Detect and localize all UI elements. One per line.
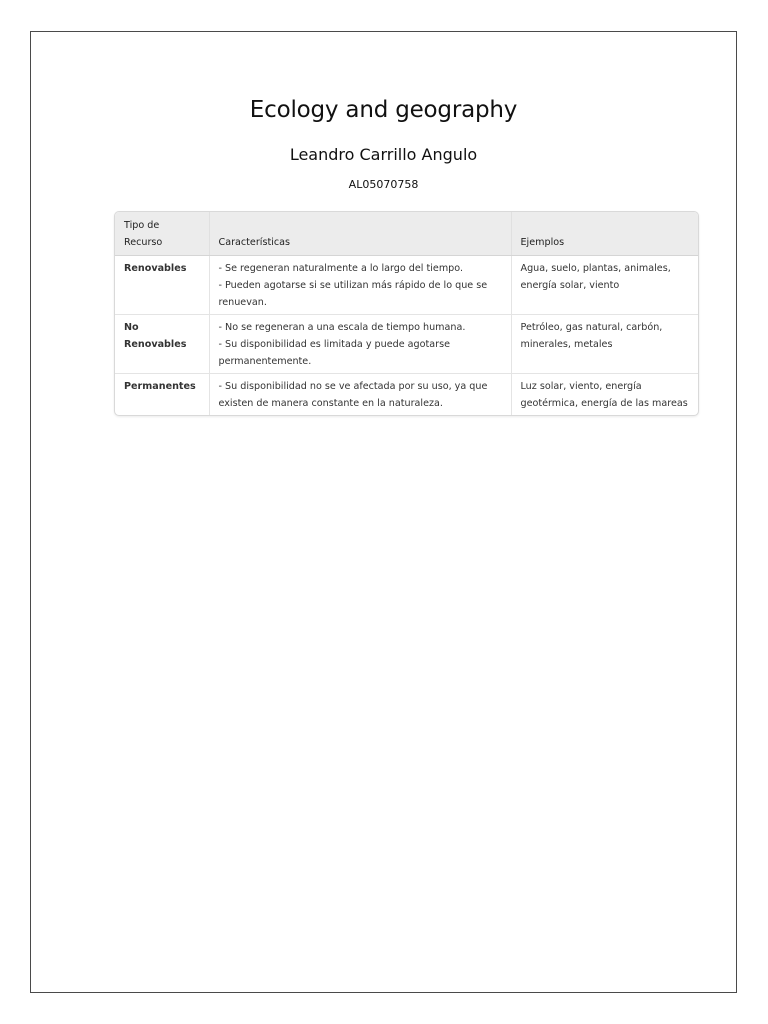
row-type: No Renovables (115, 315, 209, 374)
author-name: Leandro Carrillo Angulo (289, 145, 478, 164)
characteristic-line: - Su disponibilidad es limitada y puede agotarse permanentemente. (218, 339, 451, 367)
header-examples: Ejemplos (511, 212, 698, 256)
row-type: Renovables (124, 263, 187, 274)
characteristic-line: - No se regeneran a una escala de tiempo humana. (218, 322, 466, 333)
table-row (115, 256, 698, 315)
table-row (115, 374, 698, 416)
row-characteristics (209, 374, 511, 416)
header-type: Tipo de Recurso (115, 212, 209, 256)
row-type: Permanentes (115, 374, 209, 416)
document-page (30, 31, 737, 993)
row-examples: Agua, suelo, plantas, animales, energía solar, viento (511, 256, 698, 315)
document-title: Ecology and geography (249, 97, 518, 123)
row-characteristics (209, 315, 511, 374)
row-examples: Petróleo, gas natural, carbón, minerales, metales (511, 315, 698, 374)
table-row (115, 315, 698, 374)
header-characteristics: Características (209, 212, 511, 256)
characteristic-line: - Se regeneran naturalmente a lo largo del tiempo. (218, 263, 464, 274)
table-header-row (115, 212, 698, 256)
resources-table (114, 211, 699, 416)
row-examples: Luz solar, viento, energía geotérmica, energía de las mareas (511, 374, 698, 416)
student-id: AL05070758 (348, 178, 419, 191)
characteristic-line: - Pueden agotarse si se utilizan más rápido de lo que se renuevan. (218, 280, 488, 308)
characteristic-line: - Su disponibilidad no se ve afectada por su uso, ya que existen de manera constante en la naturaleza. (218, 381, 488, 409)
row-characteristics (209, 256, 511, 315)
